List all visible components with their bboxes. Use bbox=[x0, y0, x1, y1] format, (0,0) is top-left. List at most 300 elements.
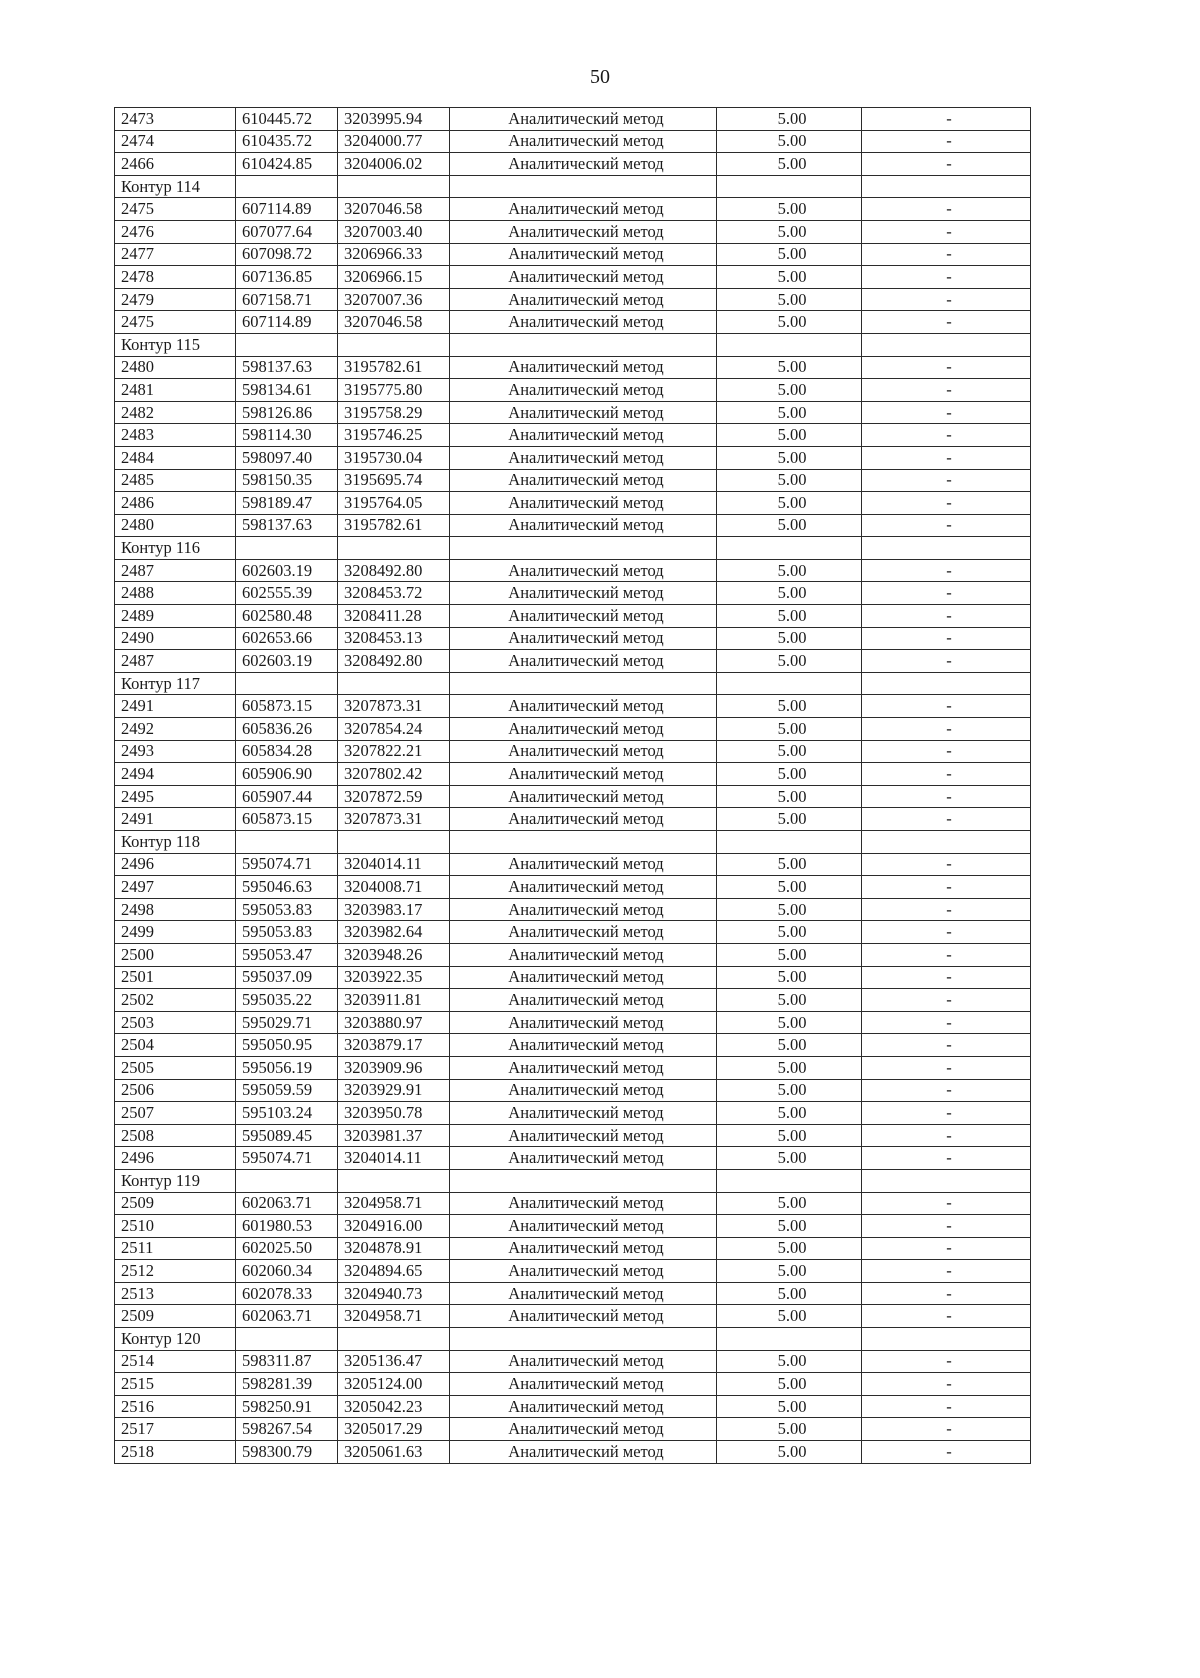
y-coordinate: 3207854.24 bbox=[338, 718, 450, 741]
y-coordinate: 3195775.80 bbox=[338, 379, 450, 402]
method-cell: Аналитический метод bbox=[450, 1215, 717, 1238]
empty-cell bbox=[236, 1169, 338, 1192]
y-coordinate: 3206966.15 bbox=[338, 266, 450, 289]
dash-cell: - bbox=[862, 1124, 1031, 1147]
accuracy-cell: 5.00 bbox=[717, 108, 862, 131]
y-coordinate: 3195758.29 bbox=[338, 401, 450, 424]
x-coordinate: 602603.19 bbox=[236, 650, 338, 673]
method-cell: Аналитический метод bbox=[450, 1373, 717, 1396]
method-cell: Аналитический метод bbox=[450, 718, 717, 741]
method-cell: Аналитический метод bbox=[450, 1124, 717, 1147]
empty-cell bbox=[717, 1328, 862, 1351]
method-cell: Аналитический метод bbox=[450, 311, 717, 334]
x-coordinate: 605836.26 bbox=[236, 718, 338, 741]
y-coordinate: 3204008.71 bbox=[338, 876, 450, 899]
y-coordinate: 3206966.33 bbox=[338, 243, 450, 266]
x-coordinate: 610424.85 bbox=[236, 153, 338, 176]
y-coordinate: 3195730.04 bbox=[338, 446, 450, 469]
empty-cell bbox=[450, 672, 717, 695]
table-row bbox=[115, 288, 1031, 311]
x-coordinate: 607077.64 bbox=[236, 220, 338, 243]
x-coordinate: 610435.72 bbox=[236, 130, 338, 153]
dash-cell: - bbox=[862, 943, 1031, 966]
empty-cell bbox=[862, 831, 1031, 854]
accuracy-cell: 5.00 bbox=[717, 1350, 862, 1373]
method-cell: Аналитический метод bbox=[450, 989, 717, 1012]
accuracy-cell: 5.00 bbox=[717, 1034, 862, 1057]
accuracy-cell: 5.00 bbox=[717, 582, 862, 605]
method-cell: Аналитический метод bbox=[450, 605, 717, 628]
point-number: 2496 bbox=[115, 1147, 236, 1170]
contour-label: Контур 117 bbox=[115, 672, 236, 695]
accuracy-cell: 5.00 bbox=[717, 424, 862, 447]
point-number: 2480 bbox=[115, 514, 236, 537]
accuracy-cell: 5.00 bbox=[717, 989, 862, 1012]
dash-cell: - bbox=[862, 356, 1031, 379]
accuracy-cell: 5.00 bbox=[717, 627, 862, 650]
method-cell: Аналитический метод bbox=[450, 1395, 717, 1418]
point-number: 2504 bbox=[115, 1034, 236, 1057]
accuracy-cell: 5.00 bbox=[717, 1441, 862, 1464]
dash-cell: - bbox=[862, 740, 1031, 763]
method-cell: Аналитический метод bbox=[450, 108, 717, 131]
empty-cell bbox=[862, 1328, 1031, 1351]
empty-cell bbox=[236, 672, 338, 695]
method-cell: Аналитический метод bbox=[450, 582, 717, 605]
table-row bbox=[115, 1056, 1031, 1079]
point-number: 2514 bbox=[115, 1350, 236, 1373]
x-coordinate: 598250.91 bbox=[236, 1395, 338, 1418]
empty-cell bbox=[236, 333, 338, 356]
table-row bbox=[115, 1124, 1031, 1147]
y-coordinate: 3203950.78 bbox=[338, 1102, 450, 1125]
table-row bbox=[115, 1350, 1031, 1373]
contour-label: Контур 114 bbox=[115, 175, 236, 198]
accuracy-cell: 5.00 bbox=[717, 153, 862, 176]
contour-label: Контур 115 bbox=[115, 333, 236, 356]
accuracy-cell: 5.00 bbox=[717, 1418, 862, 1441]
point-number: 2489 bbox=[115, 605, 236, 628]
table-row bbox=[115, 514, 1031, 537]
dash-cell: - bbox=[862, 1237, 1031, 1260]
empty-cell bbox=[338, 175, 450, 198]
x-coordinate: 607114.89 bbox=[236, 311, 338, 334]
y-coordinate: 3207046.58 bbox=[338, 198, 450, 221]
x-coordinate: 595053.83 bbox=[236, 898, 338, 921]
y-coordinate: 3208492.80 bbox=[338, 559, 450, 582]
table-row bbox=[115, 605, 1031, 628]
x-coordinate: 595074.71 bbox=[236, 1147, 338, 1170]
table-row bbox=[115, 492, 1031, 515]
contour-header-row bbox=[115, 672, 1031, 695]
dash-cell: - bbox=[862, 1395, 1031, 1418]
empty-cell bbox=[862, 672, 1031, 695]
x-coordinate: 602078.33 bbox=[236, 1282, 338, 1305]
accuracy-cell: 5.00 bbox=[717, 853, 862, 876]
dash-cell: - bbox=[862, 876, 1031, 899]
coordinates-table-body bbox=[115, 108, 1031, 1464]
table-row bbox=[115, 108, 1031, 131]
empty-cell bbox=[450, 1328, 717, 1351]
point-number: 2501 bbox=[115, 966, 236, 989]
x-coordinate: 602603.19 bbox=[236, 559, 338, 582]
x-coordinate: 602025.50 bbox=[236, 1237, 338, 1260]
x-coordinate: 598150.35 bbox=[236, 469, 338, 492]
method-cell: Аналитический метод bbox=[450, 1305, 717, 1328]
table-row bbox=[115, 1102, 1031, 1125]
x-coordinate: 595053.47 bbox=[236, 943, 338, 966]
coordinates-table bbox=[114, 107, 1031, 1464]
table-row bbox=[115, 424, 1031, 447]
x-coordinate: 595056.19 bbox=[236, 1056, 338, 1079]
point-number: 2493 bbox=[115, 740, 236, 763]
dash-cell: - bbox=[862, 763, 1031, 786]
point-number: 2495 bbox=[115, 785, 236, 808]
dash-cell: - bbox=[862, 921, 1031, 944]
accuracy-cell: 5.00 bbox=[717, 1124, 862, 1147]
contour-label: Контур 119 bbox=[115, 1169, 236, 1192]
y-coordinate: 3203948.26 bbox=[338, 943, 450, 966]
method-cell: Аналитический метод bbox=[450, 943, 717, 966]
method-cell: Аналитический метод bbox=[450, 288, 717, 311]
table-row bbox=[115, 401, 1031, 424]
accuracy-cell: 5.00 bbox=[717, 1282, 862, 1305]
x-coordinate: 598134.61 bbox=[236, 379, 338, 402]
dash-cell: - bbox=[862, 1192, 1031, 1215]
table-row bbox=[115, 446, 1031, 469]
dash-cell: - bbox=[862, 379, 1031, 402]
x-coordinate: 607136.85 bbox=[236, 266, 338, 289]
y-coordinate: 3204000.77 bbox=[338, 130, 450, 153]
x-coordinate: 595050.95 bbox=[236, 1034, 338, 1057]
x-coordinate: 595029.71 bbox=[236, 1011, 338, 1034]
point-number: 2511 bbox=[115, 1237, 236, 1260]
accuracy-cell: 5.00 bbox=[717, 1237, 862, 1260]
point-number: 2507 bbox=[115, 1102, 236, 1125]
empty-cell bbox=[450, 1169, 717, 1192]
dash-cell: - bbox=[862, 288, 1031, 311]
table-row bbox=[115, 1260, 1031, 1283]
empty-cell bbox=[450, 537, 717, 560]
table-row bbox=[115, 1395, 1031, 1418]
accuracy-cell: 5.00 bbox=[717, 492, 862, 515]
dash-cell: - bbox=[862, 627, 1031, 650]
method-cell: Аналитический метод bbox=[450, 559, 717, 582]
accuracy-cell: 5.00 bbox=[717, 198, 862, 221]
empty-cell bbox=[862, 537, 1031, 560]
contour-header-row bbox=[115, 1328, 1031, 1351]
table-row bbox=[115, 989, 1031, 1012]
point-number: 2486 bbox=[115, 492, 236, 515]
point-number: 2499 bbox=[115, 921, 236, 944]
point-number: 2475 bbox=[115, 198, 236, 221]
dash-cell: - bbox=[862, 492, 1031, 515]
point-number: 2515 bbox=[115, 1373, 236, 1396]
point-number: 2479 bbox=[115, 288, 236, 311]
y-coordinate: 3207007.36 bbox=[338, 288, 450, 311]
accuracy-cell: 5.00 bbox=[717, 740, 862, 763]
y-coordinate: 3204958.71 bbox=[338, 1192, 450, 1215]
point-number: 2503 bbox=[115, 1011, 236, 1034]
empty-cell bbox=[717, 175, 862, 198]
point-number: 2494 bbox=[115, 763, 236, 786]
x-coordinate: 595035.22 bbox=[236, 989, 338, 1012]
accuracy-cell: 5.00 bbox=[717, 379, 862, 402]
y-coordinate: 3203981.37 bbox=[338, 1124, 450, 1147]
x-coordinate: 598126.86 bbox=[236, 401, 338, 424]
y-coordinate: 3205124.00 bbox=[338, 1373, 450, 1396]
y-coordinate: 3208453.13 bbox=[338, 627, 450, 650]
empty-cell bbox=[338, 831, 450, 854]
table-row bbox=[115, 1282, 1031, 1305]
x-coordinate: 595037.09 bbox=[236, 966, 338, 989]
accuracy-cell: 5.00 bbox=[717, 898, 862, 921]
method-cell: Аналитический метод bbox=[450, 876, 717, 899]
point-number: 2480 bbox=[115, 356, 236, 379]
y-coordinate: 3205042.23 bbox=[338, 1395, 450, 1418]
x-coordinate: 602063.71 bbox=[236, 1192, 338, 1215]
table-row bbox=[115, 898, 1031, 921]
method-cell: Аналитический метод bbox=[450, 514, 717, 537]
method-cell: Аналитический метод bbox=[450, 763, 717, 786]
y-coordinate: 3203880.97 bbox=[338, 1011, 450, 1034]
dash-cell: - bbox=[862, 582, 1031, 605]
y-coordinate: 3203995.94 bbox=[338, 108, 450, 131]
x-coordinate: 598114.30 bbox=[236, 424, 338, 447]
table-row bbox=[115, 243, 1031, 266]
dash-cell: - bbox=[862, 1034, 1031, 1057]
dash-cell: - bbox=[862, 130, 1031, 153]
dash-cell: - bbox=[862, 1147, 1031, 1170]
method-cell: Аналитический метод bbox=[450, 266, 717, 289]
empty-cell bbox=[717, 333, 862, 356]
y-coordinate: 3203983.17 bbox=[338, 898, 450, 921]
y-coordinate: 3203929.91 bbox=[338, 1079, 450, 1102]
accuracy-cell: 5.00 bbox=[717, 220, 862, 243]
method-cell: Аналитический метод bbox=[450, 1011, 717, 1034]
contour-label: Контур 118 bbox=[115, 831, 236, 854]
y-coordinate: 3208453.72 bbox=[338, 582, 450, 605]
empty-cell bbox=[450, 333, 717, 356]
point-number: 2481 bbox=[115, 379, 236, 402]
accuracy-cell: 5.00 bbox=[717, 401, 862, 424]
accuracy-cell: 5.00 bbox=[717, 718, 862, 741]
x-coordinate: 607158.71 bbox=[236, 288, 338, 311]
point-number: 2487 bbox=[115, 559, 236, 582]
table-row bbox=[115, 311, 1031, 334]
x-coordinate: 595059.59 bbox=[236, 1079, 338, 1102]
dash-cell: - bbox=[862, 605, 1031, 628]
y-coordinate: 3205061.63 bbox=[338, 1441, 450, 1464]
table-row bbox=[115, 1305, 1031, 1328]
point-number: 2485 bbox=[115, 469, 236, 492]
x-coordinate: 595074.71 bbox=[236, 853, 338, 876]
y-coordinate: 3204014.11 bbox=[338, 1147, 450, 1170]
method-cell: Аналитический метод bbox=[450, 808, 717, 831]
x-coordinate: 598137.63 bbox=[236, 514, 338, 537]
dash-cell: - bbox=[862, 446, 1031, 469]
table-row bbox=[115, 1441, 1031, 1464]
point-number: 2484 bbox=[115, 446, 236, 469]
dash-cell: - bbox=[862, 1215, 1031, 1238]
accuracy-cell: 5.00 bbox=[717, 288, 862, 311]
method-cell: Аналитический метод bbox=[450, 1079, 717, 1102]
accuracy-cell: 5.00 bbox=[717, 1079, 862, 1102]
y-coordinate: 3203982.64 bbox=[338, 921, 450, 944]
accuracy-cell: 5.00 bbox=[717, 446, 862, 469]
method-cell: Аналитический метод bbox=[450, 356, 717, 379]
table-row bbox=[115, 559, 1031, 582]
table-row bbox=[115, 266, 1031, 289]
method-cell: Аналитический метод bbox=[450, 401, 717, 424]
y-coordinate: 3207873.31 bbox=[338, 695, 450, 718]
contour-header-row bbox=[115, 831, 1031, 854]
point-number: 2466 bbox=[115, 153, 236, 176]
method-cell: Аналитический метод bbox=[450, 243, 717, 266]
dash-cell: - bbox=[862, 1282, 1031, 1305]
y-coordinate: 3195782.61 bbox=[338, 514, 450, 537]
method-cell: Аналитический метод bbox=[450, 740, 717, 763]
point-number: 2473 bbox=[115, 108, 236, 131]
point-number: 2500 bbox=[115, 943, 236, 966]
y-coordinate: 3204958.71 bbox=[338, 1305, 450, 1328]
method-cell: Аналитический метод bbox=[450, 130, 717, 153]
x-coordinate: 598311.87 bbox=[236, 1350, 338, 1373]
y-coordinate: 3204014.11 bbox=[338, 853, 450, 876]
accuracy-cell: 5.00 bbox=[717, 876, 862, 899]
empty-cell bbox=[717, 831, 862, 854]
empty-cell bbox=[450, 831, 717, 854]
x-coordinate: 601980.53 bbox=[236, 1215, 338, 1238]
dash-cell: - bbox=[862, 153, 1031, 176]
dash-cell: - bbox=[862, 198, 1031, 221]
table-row bbox=[115, 1237, 1031, 1260]
point-number: 2512 bbox=[115, 1260, 236, 1283]
point-number: 2482 bbox=[115, 401, 236, 424]
y-coordinate: 3207046.58 bbox=[338, 311, 450, 334]
dash-cell: - bbox=[862, 266, 1031, 289]
method-cell: Аналитический метод bbox=[450, 921, 717, 944]
table-row bbox=[115, 650, 1031, 673]
dash-cell: - bbox=[862, 1418, 1031, 1441]
table-row bbox=[115, 966, 1031, 989]
empty-cell bbox=[862, 1169, 1031, 1192]
dash-cell: - bbox=[862, 650, 1031, 673]
accuracy-cell: 5.00 bbox=[717, 650, 862, 673]
table-row bbox=[115, 921, 1031, 944]
method-cell: Аналитический метод bbox=[450, 898, 717, 921]
dash-cell: - bbox=[862, 469, 1031, 492]
accuracy-cell: 5.00 bbox=[717, 1192, 862, 1215]
accuracy-cell: 5.00 bbox=[717, 514, 862, 537]
y-coordinate: 3204916.00 bbox=[338, 1215, 450, 1238]
dash-cell: - bbox=[862, 559, 1031, 582]
table-row bbox=[115, 582, 1031, 605]
table-row bbox=[115, 220, 1031, 243]
point-number: 2497 bbox=[115, 876, 236, 899]
y-coordinate: 3207872.59 bbox=[338, 785, 450, 808]
dash-cell: - bbox=[862, 898, 1031, 921]
method-cell: Аналитический метод bbox=[450, 1418, 717, 1441]
empty-cell bbox=[717, 1169, 862, 1192]
table-row bbox=[115, 1147, 1031, 1170]
x-coordinate: 602063.71 bbox=[236, 1305, 338, 1328]
table-row bbox=[115, 1011, 1031, 1034]
table-row bbox=[115, 718, 1031, 741]
y-coordinate: 3204006.02 bbox=[338, 153, 450, 176]
x-coordinate: 598137.63 bbox=[236, 356, 338, 379]
point-number: 2498 bbox=[115, 898, 236, 921]
accuracy-cell: 5.00 bbox=[717, 356, 862, 379]
table-row bbox=[115, 695, 1031, 718]
y-coordinate: 3207003.40 bbox=[338, 220, 450, 243]
accuracy-cell: 5.00 bbox=[717, 966, 862, 989]
accuracy-cell: 5.00 bbox=[717, 785, 862, 808]
method-cell: Аналитический метод bbox=[450, 153, 717, 176]
table-row bbox=[115, 740, 1031, 763]
dash-cell: - bbox=[862, 785, 1031, 808]
y-coordinate: 3195746.25 bbox=[338, 424, 450, 447]
x-coordinate: 605906.90 bbox=[236, 763, 338, 786]
y-coordinate: 3204940.73 bbox=[338, 1282, 450, 1305]
method-cell: Аналитический метод bbox=[450, 1147, 717, 1170]
x-coordinate: 595089.45 bbox=[236, 1124, 338, 1147]
table-row bbox=[115, 853, 1031, 876]
dash-cell: - bbox=[862, 424, 1031, 447]
y-coordinate: 3208411.28 bbox=[338, 605, 450, 628]
contour-header-row bbox=[115, 175, 1031, 198]
point-number: 2491 bbox=[115, 695, 236, 718]
y-coordinate: 3207822.21 bbox=[338, 740, 450, 763]
point-number: 2502 bbox=[115, 989, 236, 1012]
point-number: 2508 bbox=[115, 1124, 236, 1147]
accuracy-cell: 5.00 bbox=[717, 311, 862, 334]
dash-cell: - bbox=[862, 514, 1031, 537]
accuracy-cell: 5.00 bbox=[717, 1260, 862, 1283]
table-row bbox=[115, 1034, 1031, 1057]
empty-cell bbox=[862, 175, 1031, 198]
contour-header-row bbox=[115, 333, 1031, 356]
method-cell: Аналитический метод bbox=[450, 650, 717, 673]
method-cell: Аналитический метод bbox=[450, 853, 717, 876]
y-coordinate: 3207802.42 bbox=[338, 763, 450, 786]
method-cell: Аналитический метод bbox=[450, 424, 717, 447]
point-number: 2513 bbox=[115, 1282, 236, 1305]
accuracy-cell: 5.00 bbox=[717, 921, 862, 944]
point-number: 2516 bbox=[115, 1395, 236, 1418]
point-number: 2518 bbox=[115, 1441, 236, 1464]
point-number: 2488 bbox=[115, 582, 236, 605]
dash-cell: - bbox=[862, 1260, 1031, 1283]
point-number: 2483 bbox=[115, 424, 236, 447]
y-coordinate: 3195764.05 bbox=[338, 492, 450, 515]
y-coordinate: 3208492.80 bbox=[338, 650, 450, 673]
point-number: 2478 bbox=[115, 266, 236, 289]
dash-cell: - bbox=[862, 1011, 1031, 1034]
accuracy-cell: 5.00 bbox=[717, 808, 862, 831]
method-cell: Аналитический метод bbox=[450, 695, 717, 718]
dash-cell: - bbox=[862, 1102, 1031, 1125]
dash-cell: - bbox=[862, 966, 1031, 989]
method-cell: Аналитический метод bbox=[450, 492, 717, 515]
y-coordinate: 3203909.96 bbox=[338, 1056, 450, 1079]
method-cell: Аналитический метод bbox=[450, 785, 717, 808]
x-coordinate: 605834.28 bbox=[236, 740, 338, 763]
table-row bbox=[115, 763, 1031, 786]
method-cell: Аналитический метод bbox=[450, 1282, 717, 1305]
method-cell: Аналитический метод bbox=[450, 627, 717, 650]
y-coordinate: 3195695.74 bbox=[338, 469, 450, 492]
